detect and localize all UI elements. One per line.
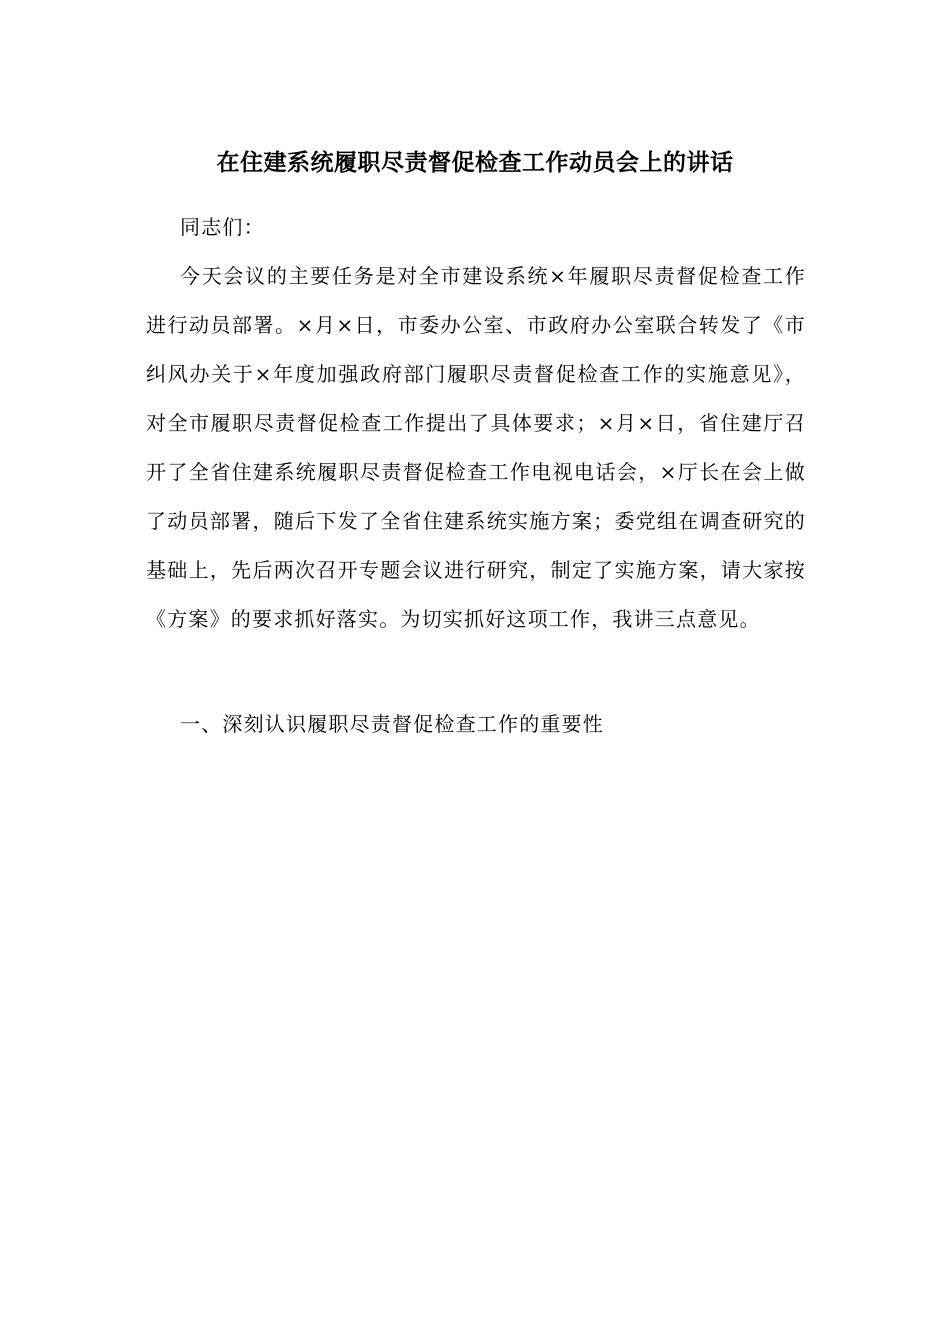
section-heading: 一、深刻认识履职尽责督促检查工作的重要性	[180, 712, 604, 736]
body-paragraph: 今天会议的主要任务是对全市建设系统×年履职尽责督促检查工作进行动员部署。×月×日，市委办公室、市政府办公室联合转发了《市纠风办关于×年度加强政府部门履职尽责督促检查工作的实施意见》，对全市履职尽责督促检查工作提出了具体要求；×月×日，省住建厅召开了全省住建系统履职尽责督促检查工作电视电话会，×厅长在会上做了动员部署，随后下发了全省住建系统实施方案；委党组在调查研究的基础上，先后两次召开专题会议进行研究，制定了实施方案，请大家按《方案》的要求抓好落实。为切实抓好这项工作，我讲三点意见。	[146, 264, 806, 631]
salutation: 同志们：	[180, 215, 265, 239]
document-title: 在住建系统履职尽责督促检查工作动员会上的讲话	[216, 150, 734, 176]
